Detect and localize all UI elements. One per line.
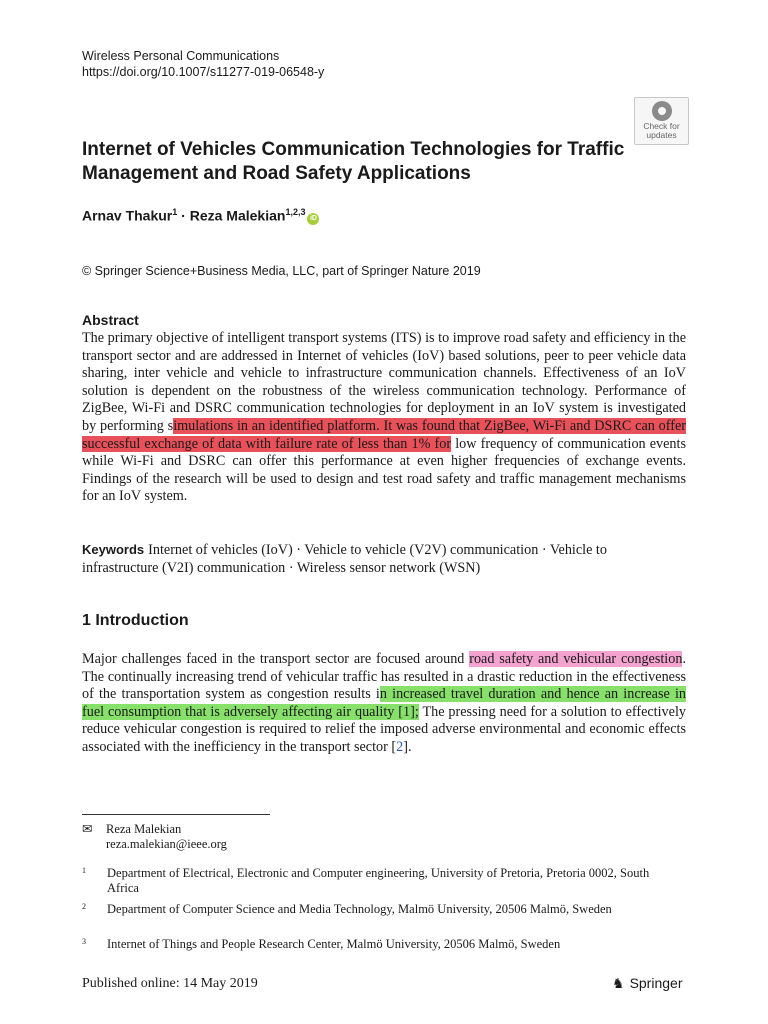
doi-link[interactable]: https://doi.org/10.1007/s11277-019-06548-y <box>82 65 325 79</box>
section-heading-introduction: 1 Introduction <box>82 612 189 629</box>
orcid-icon[interactable]: iD <box>307 213 319 225</box>
publisher-name: Springer <box>629 975 683 991</box>
author-list <box>82 207 319 225</box>
author-separator: · <box>177 207 190 224</box>
abstract-segment: low frequency of communication events while Wi-Fi and DSRC can offer this performance at even higher frequencies of exchange events. Findings of the research will be used to design and test road safety and traffic management mechanisms for an IoV system. <box>82 435 686 505</box>
footnote-divider <box>82 814 270 815</box>
author-affiliation-sup: 1 <box>172 207 178 217</box>
published-date: Published online: 14 May 2019 <box>82 976 258 991</box>
intro-segment: . The continually increasing trend of vehicular traffic has resulted in a drastic reduction in the effectiveness of the transportation system as congestion results i <box>82 651 686 703</box>
affiliation-2 <box>82 902 682 917</box>
affiliation-1 <box>82 866 682 896</box>
keywords-text: Internet of vehicles (IoV) · Vehicle to vehicle (V2V) communication · Vehicle to infrastructure (V2I) communication · Wireless sensor network (WSN) <box>82 542 607 576</box>
author-name[interactable]: Reza Malekian <box>189 207 286 224</box>
affiliation-text: Department of Computer Science and Media Technology, Malmö University, 20506 Malmö, Sweden <box>107 902 612 916</box>
highlight-pink: road safety and vehicular congestion <box>469 651 683 667</box>
introduction-text <box>82 651 686 757</box>
intro-segment: Major challenges faced in the transport sector are focused around <box>82 651 470 667</box>
journal-header <box>82 48 324 80</box>
highlight-green: n increased travel duration and hence an increase in fuel consumption that is adversely affecting air quality [1]; <box>82 686 686 720</box>
highlight-red: imulations in an identified platform. It was found that ZigBee, Wi-Fi and DSRC can offer successful exchange of data with failure rate of less than 1% for <box>82 417 686 452</box>
citation-link[interactable]: 2 <box>396 738 404 755</box>
publisher-logo <box>612 975 682 992</box>
check-updates-icon <box>652 101 672 121</box>
affiliation-number: 1 <box>82 866 86 875</box>
copyright-notice: © Springer Science+Business Media, LLC, part of Springer Nature 2019 <box>82 264 481 278</box>
keywords-block <box>82 541 686 577</box>
affiliation-text: Department of Electrical, Electronic and Computer engineering, University of Pretoria, Pretoria 0002, South Africa <box>107 866 650 895</box>
badge-line-2: updates <box>646 130 677 140</box>
corresponding-author: Reza Malekian <box>106 822 182 836</box>
author-affiliation-sup: 1,2,3 <box>285 207 306 217</box>
abstract-segment: The primary objective of intelligent transport systems (ITS) is to improve road safety and efficiency in the transport sector and are addressed in Internet of vehicles (IoV) based solutions, peer to peer vehicle data sharing, inter vehicle and vehicle to infrastructure communication channels. Effectiveness of an IoV solution is dependent on the robustness of the wireless communication technology. Performance of ZigBee, Wi-Fi and DSRC communication technologies for deployment in an IoV system is investigated by performing s <box>82 330 686 434</box>
author-name[interactable]: Arnav Thakur <box>82 207 173 224</box>
affiliation-number: 2 <box>82 902 86 911</box>
keywords-label: Keywords <box>82 542 145 557</box>
intro-segment: ]. <box>403 738 412 755</box>
affiliation-text: Internet of Things and People Research Center, Malmö University, 20506 Malmö, Sweden <box>107 937 561 951</box>
check-for-updates-badge[interactable] <box>634 97 689 145</box>
affiliation-number: 3 <box>82 937 86 946</box>
springer-horse-icon: ♞ <box>612 975 625 991</box>
abstract-heading: Abstract <box>82 312 139 328</box>
corresponding-email[interactable]: reza.malekian@ieee.org <box>106 837 227 851</box>
envelope-icon: ✉ <box>82 822 93 836</box>
abstract-text <box>82 330 686 506</box>
intro-segment: The pressing need for a solution to effectively reduce vehicular congestion is required to relief the imposed adverse environmental and economic effects associated with the inefficiency in the transport sector [ <box>82 703 686 755</box>
badge-line-1: Check for <box>643 121 680 131</box>
correspondence <box>82 822 227 852</box>
journal-name: Wireless Personal Communications <box>82 49 280 63</box>
affiliation-3 <box>82 937 682 952</box>
paper-title: Internet of Vehicles Communication Technologies for Traffic Management and Road Safety Applications <box>82 139 625 184</box>
